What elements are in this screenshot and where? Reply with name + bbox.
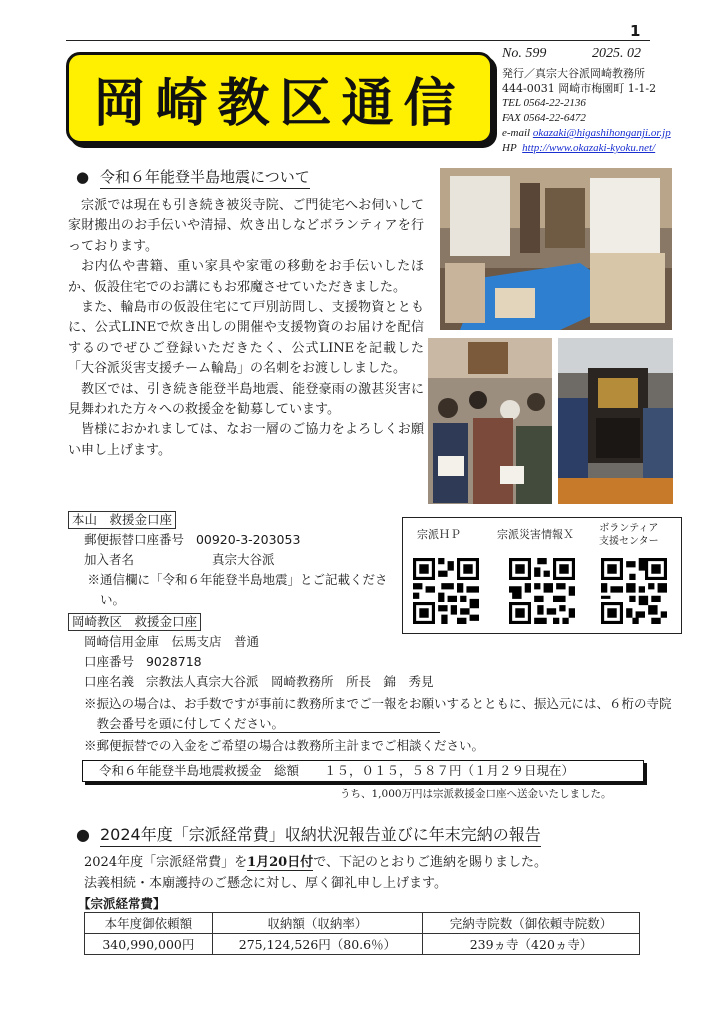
qr-label-volunteer: ボランティア 支援センター [599,523,659,547]
section1-heading-text: 令和６年能登半島地震について [100,168,310,189]
relief-total-box [82,760,644,782]
col-requested: 本年度御依頼額 [85,913,213,934]
address: 444-0031 岡崎市梅園町 1-1-2 [502,82,657,95]
kyoku-fund-label-row [68,612,433,632]
paragraph: 皆様におかれましては、なお一層のご協力をよろしくお願い申し上げます。 [68,422,424,458]
relief-total: 令和６年能登半島地震救援金 総額 １５，０１５，５８７円（１月２９日現在） [99,763,575,778]
photo-gathering [428,338,552,504]
name-label: 口座名義 [84,674,135,689]
section2-line1 [84,852,547,873]
honzan-account-row [68,530,433,550]
cell-received: 275,124,526円（80.6％） [212,934,422,955]
col-received: 収納額（収納率） [212,913,422,934]
qr-label-x: 宗派災害情報Ｘ [497,528,574,541]
holder-label: 加入者名 [84,552,135,567]
number-label: 口座番号 [84,654,135,669]
tel: TEL 0564-22-2136 [502,97,586,109]
qr-code-box [402,517,682,634]
paragraph: 教区では、引き続き能登半島地震、能登豪雨の激甚災害に見舞われた方々への救援金を勧募しています。 [68,381,424,418]
section1-body [68,196,424,461]
qr-label-hp: 宗派ＨＰ [417,528,461,541]
section2-heading [76,822,541,845]
honzan-fund-label-row [68,510,433,530]
honzan-holder-row [68,550,433,570]
hp-row [502,141,702,156]
bullet-icon: ● [76,168,90,186]
email-link[interactable]: okazaki@higashihonganji.or.jp [532,127,671,139]
text: 2024年度「宗派経常費」を [84,855,248,870]
issue-info [502,46,662,62]
col-temples: 完納寺院数（御依頼寺院数） [423,913,640,934]
fund-info [68,510,433,692]
received-date: 1月20日付 [247,855,314,870]
collection-table [84,912,640,955]
underline [100,732,440,733]
text: で、下記のとおりご進納を賜りました。 [313,855,547,870]
qr-code-icon[interactable] [413,558,479,624]
top-rule [66,40,650,41]
qr-code-icon[interactable] [509,558,575,624]
masthead [66,52,493,144]
postal-note: ※郵便振替での入金をご希望の場合は教務所主計までご相談ください。 [84,738,485,753]
photo-altar-moving [558,338,673,504]
honzan-fund-label: 本山 救援金口座 [68,511,176,529]
kyoku-name-row [68,672,433,692]
email-label: e-mail [502,127,531,139]
kyoku-bank: 岡崎信用金庫 伝馬支店 普通 [84,634,260,649]
section2-line2: 法義相続・本廟護持のご懸念に対し、厚く御礼申し上げます。 [84,876,447,891]
account-name: 宗教法人真宗大谷派 岡崎教務所 所長 錦 秀見 [145,674,434,689]
issue-number: No. 599 [502,46,547,61]
holder-name: 真宗大谷派 [212,552,275,567]
honzan-note: ※通信欄に「令和６年能登半島地震」とご記載ください。 [87,572,388,607]
issue-date: 2025. 02 [592,46,641,61]
table-header-row [85,913,640,934]
account-label: 郵便振替口座番号 [84,532,185,547]
account-number: 00920-3-203053 [195,532,301,547]
bullet-icon: ● [76,825,90,844]
hp-link[interactable]: http://www.okazaki-kyoku.net/ [522,142,656,154]
qr-code-icon[interactable] [601,558,667,624]
section2-heading-text: 2024年度「宗派経常費」収納状況報告並びに年末完納の報告 [100,825,541,847]
paragraph: また、輪島市の仮設住宅にて戸別訪問し、支援物資とともに、公式LINEで炊き出しの開催や支援物資のお届けを配信するのでぜひご登録いただきたく、公式LINEを記載した「大谷派災害支援チーム輪島」の名刺をお渡ししました。 [68,300,424,377]
kyoku-fund-label: 岡崎教区 救援金口座 [68,613,201,631]
transfer-note-text: ※振込の場合は、お手数ですが事前に教務所までご一報をお願いするとともに、振込元には、６桁の寺院教会番号を頭に付してください。 [84,696,672,731]
page-number: 1 [630,22,641,40]
section1-heading [76,166,310,187]
account-number: 9028718 [145,654,202,669]
publisher: 発行／真宗大谷派岡崎教務所 [502,67,645,80]
cell-requested: 340,990,000円 [85,934,213,955]
masthead-title: 岡崎教区通信 [93,72,466,134]
table-title: 【宗派経常費】 [78,896,166,911]
paragraph: お内仏や書籍、重い家具や家電の移動をお手伝いしたほか、仮設住宅でのお講にもお邪魔させていただきました。 [68,259,424,295]
email-row [502,126,702,141]
section2-body [84,852,547,894]
table-row [85,934,640,955]
photo-books-room [440,168,672,330]
fax: FAX 0564-22-6472 [502,112,586,124]
kyoku-number-row [68,652,433,672]
paragraph: 宗派では現在も引き続き被災寺院、ご門徒宅へお伺いして家財搬出のお手伝いや清掃、炊き出しなどボランティアを行っております。 [68,198,424,254]
publisher-info [502,66,702,156]
hp-label: HP [502,142,517,154]
transfer-note [84,694,679,734]
cell-temples: 239ヵ寺（420ヵ寺） [423,934,640,955]
total-note: うち、1,000万円は宗派救援金口座へ送金いたしました。 [340,788,612,800]
